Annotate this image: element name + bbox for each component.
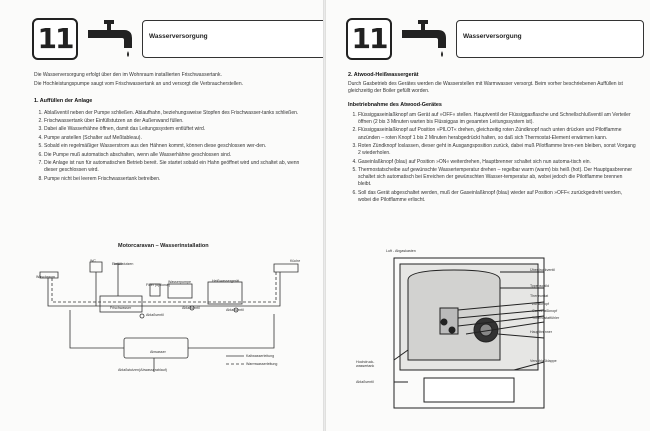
label-wc: WC — [90, 259, 96, 263]
label-luft-abgaskasten: Luft - Abgaskasten — [386, 249, 416, 253]
diagram-title: Motorcaravan – Wasserinstallation — [118, 243, 209, 249]
label-ablassventil-1: Ablaßventil — [146, 313, 164, 317]
intro-text — [34, 72, 314, 184]
right-header — [346, 18, 636, 64]
label-hauptbrenner: Hauptbrenner — [530, 330, 552, 334]
atwood-boiler-diagram — [374, 250, 574, 426]
heading-fill-system: 1. Auffüllen der Anlage — [34, 98, 93, 105]
section-title: Wasserversorgung — [463, 33, 522, 40]
section-title: Wasserversorgung — [149, 33, 208, 40]
list-item: 2. Flüssiggaseinlaßknopf auf Position »PILOT« drehen, gleichzeitig roten Zündknopf nach unten drücken und Pilotflamme anzünden – roten Knopf 1 bis 2 Minuten herabgedrückt halten, so daß sich Thermostat-Element erwärmen kann. — [358, 127, 636, 141]
heading-startup: Inbetriebnahme des Atwood-Gerätes — [348, 101, 442, 108]
heading-atwood: 2. Atwood-Heißwassergerät — [348, 72, 419, 78]
label-ablassventil: Ablaßventil — [356, 380, 374, 384]
atwood-text — [348, 72, 636, 205]
section-title-box — [142, 20, 330, 58]
list-item: 5. Thermostatscheibe auf gewünschte Wassertemperatur drehen – regelbar warm (warm) bis heiß (hot). Der Hauptgasbrenner schaltet sich automatisch bei Erreichen der gewünschten Wasser-temperatur ab, wobei jedoch die Pilotflamme brennen bleibt. — [358, 167, 636, 189]
label-filter: Filter (optional) — [146, 283, 170, 287]
list-item: 4. Gaseinlaßknopf (blau) auf Position »ON« weiterdrehen, Hauptbrenner schaltet sich nun automa-tisch ein. — [358, 159, 636, 166]
list-item: 2. Frischwassertank über Einfüllstutzen an der Außenwand füllen. — [44, 118, 314, 125]
label-thermostat: Thermostat — [530, 294, 549, 298]
label-verschlussklappe: Verschlußklappe — [530, 359, 557, 363]
list-item: 1. Ablaßventil neben der Pumpe schließen. Ablaufhahn, beziehungsweise Stopfen des Frischwasser-tanks schließen. — [44, 110, 314, 117]
label-frischwasser: Frischwasser — [110, 306, 132, 310]
section-title-box — [456, 20, 644, 58]
left-header — [32, 18, 312, 64]
chapter-number: 11 — [346, 18, 392, 60]
list-item: 1. Flüssiggaseinlaßknopf am Gerät auf »OFF« stellen. Hauptventil der Flüssiggasflasche und Schnellschlußventil am Verteiler öffnen (2 bis 3 Minuten warten bis Flüssiggas im gesamten Leitungssystem ist). — [358, 112, 636, 126]
list-item: 6. Die Pumpe muß automatisch abschalten, wenn alle Wasserhähne geschlossen sind. — [44, 152, 314, 159]
label-ueberdruckventil: Überdruckventil — [530, 268, 555, 272]
left-page — [0, 0, 324, 431]
list-item: 8. Pumpe nicht bei leerem Frischwassertank betreiben. — [44, 176, 314, 183]
label-ablassventil-2: Ablaßventil — [182, 306, 200, 310]
faucet-icon — [394, 18, 454, 62]
label-zuendknopf: Zündknopf — [532, 302, 549, 306]
startup-steps-list — [348, 112, 636, 204]
list-item: 3. Dabei alle Wasserhähne öffnen, damit das Leitungssystem entlüftet wird. — [44, 126, 314, 133]
label-einfuellstutzen: Einfüllstutzen — [112, 262, 134, 266]
label-waschraum: Waschraum — [36, 275, 56, 279]
label-ablassventil-3: Ablaßventil — [226, 308, 244, 312]
faucet-icon — [80, 18, 140, 62]
label-heisswassergeraet: Heißwassergerät — [212, 279, 240, 283]
list-item: 6. Soll das Gerät abgeschaltet werden, muß der Gaseinlaßknopf (blau) wieder auf Position »OFF« zurückgedreht werden, wobei die Pilotflamme erlischt. — [358, 190, 636, 204]
legend-cold: Kaltwasserleitung — [246, 354, 275, 358]
chapter-number: 11 — [32, 18, 78, 60]
list-item: 5. Sobald ein regelmäßiger Wasserstrom aus den Hähnen kommt, können diese geschlossen wer-den. — [44, 143, 314, 150]
list-item: 3. Roten Zündknopf loslassen, dieser geht in Ausgangsposition zurück, dabei muß Pilotflamme bren-nen bleiben, sonst Vorgang 2 wiederholen. — [358, 143, 636, 157]
label-hochdruck-wassertank: Hochdruck- wassertank — [356, 360, 375, 368]
legend-warm: Warmwasserleitung — [246, 362, 278, 366]
atwood-intro: Durch Gasbetrieb des Gerätes werden die Wasserstellen mit Warmwasser versorgt. Beim vorher beschriebenen Auffüllen ist gleichzeitig der Boiler gefüllt worden. — [348, 81, 623, 95]
list-item: 7. Die Anlage ist nun für automatischen Betrieb bereit. Sie startet sobald ein Hahn geöffnet wird und schaltet ab, wenn dieser geschlossen wird. — [44, 160, 314, 174]
intro-line-2: Die Hochleistungspumpe saugt vom Frischwassertank an und versorgt die Verbraucherstellen. — [34, 81, 243, 88]
label-thermostatfuehler: Thermostatfühler — [532, 316, 560, 320]
fill-steps-list — [34, 110, 314, 183]
list-item: 4. Pumpe anstellen (Schalter auf Meßtableau). — [44, 135, 314, 142]
label-wasserpumpe: Wasserpumpe — [168, 280, 192, 284]
label-typenschild: Typenschild — [530, 284, 549, 288]
label-kueche: Küche — [290, 259, 301, 263]
label-gaseinlassknopf: Gaseinlaßknopf — [532, 309, 558, 313]
intro-line-1: Die Wasserversorgung erfolgt über den im Wohnraum installierten Frischwassertank. — [34, 72, 222, 78]
label-ablassstutzen: Ablaßstutzen(Abwasserablauf) — [118, 368, 167, 372]
label-abwasser: Abwasser — [150, 350, 166, 354]
water-installation-diagram — [30, 254, 320, 379]
right-page — [326, 0, 650, 431]
